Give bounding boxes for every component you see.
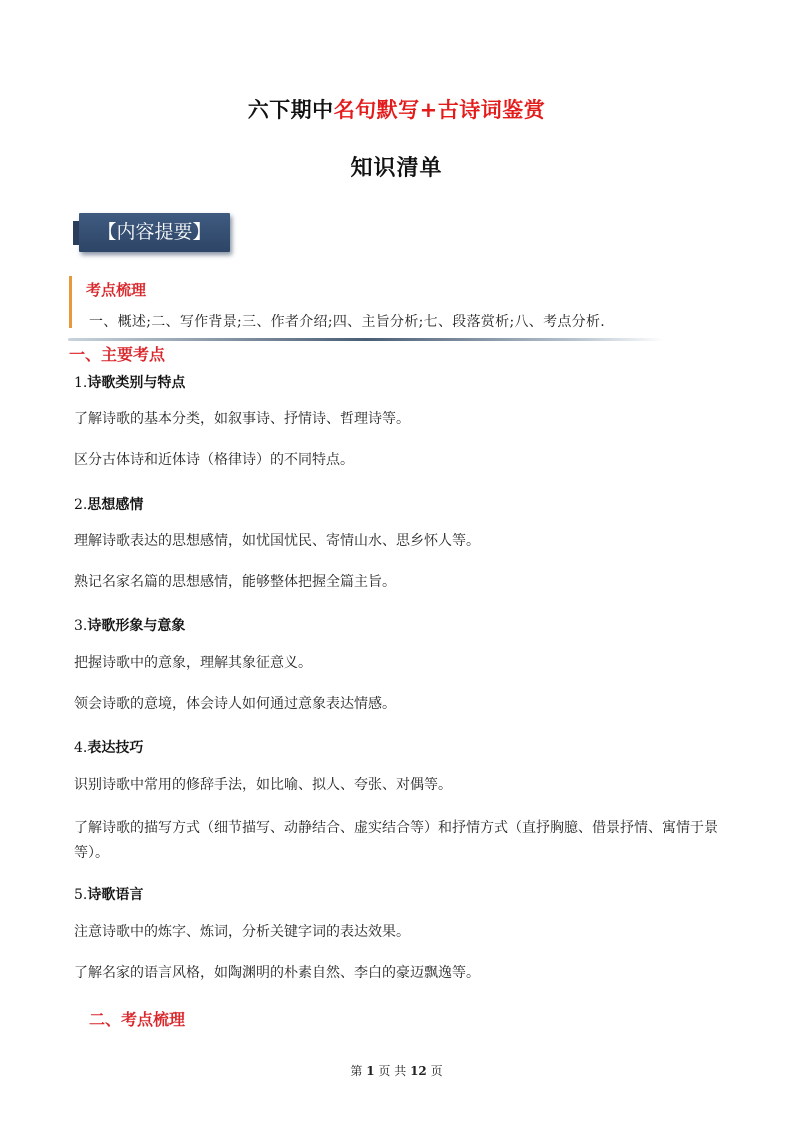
content-summary-banner [79, 213, 230, 252]
footer-middle: 页 共 [378, 1064, 407, 1078]
item-title: 表达技巧 [87, 740, 144, 756]
item-title: 诗歌形象与意象 [87, 618, 186, 634]
paragraph: 了解诗歌的描写方式（细节描写、动静结合、虚实结合等）和抒情方式（直抒胸臆、借景抒情、寓情于景等）。 [74, 820, 718, 861]
item-title: 诗歌语言 [87, 887, 144, 903]
section-heading-main-points: 一、主要考点 [69, 345, 166, 364]
title-part-1: 六下期中 [247, 98, 334, 122]
paragraph: 熟记名家名篇的思想感情，能够整体把握全篇主旨。 [74, 574, 396, 590]
footer-suffix: 页 [430, 1064, 443, 1078]
paragraph: 区分古体诗和近体诗（格律诗）的不同特点。 [74, 452, 354, 468]
item-heading [74, 372, 185, 392]
item-number: 1. [74, 375, 88, 391]
summary-accent-bar [69, 276, 72, 328]
document-subtitle: 知识清单 [350, 155, 443, 181]
item-heading [74, 615, 185, 635]
item-heading [74, 737, 143, 757]
item-heading [74, 494, 143, 514]
item-number: 2. [74, 497, 88, 513]
section-heading-key-points: 二、考点梳理 [89, 1010, 186, 1029]
paragraph: 了解名家的语言风格，如陶渊明的朴素自然、李白的豪迈飘逸等。 [74, 965, 480, 981]
paragraph: 注意诗歌中的炼字、炼词，分析关键字词的表达效果。 [74, 924, 410, 940]
item-title: 思想感情 [87, 497, 144, 513]
paragraph: 了解诗歌的基本分类，如叙事诗、抒情诗、哲理诗等。 [74, 411, 410, 427]
section-divider [68, 338, 664, 341]
footer-prefix: 第 [350, 1064, 363, 1078]
item-number: 5. [74, 887, 88, 903]
title-part-2: 名句默写+古诗词鉴赏 [333, 98, 546, 122]
item-title: 诗歌类别与特点 [87, 375, 186, 391]
summary-text: 一、概述;二、写作背景;三、作者介绍;四、主旨分析;七、段落赏析;八、考点分析. [89, 314, 606, 330]
banner-label: 【内容提要】 [97, 221, 212, 243]
item-number: 4. [74, 740, 88, 756]
page-footer [0, 1062, 793, 1079]
summary-label: 考点梳理 [86, 281, 147, 299]
footer-page-number: 1 [366, 1064, 375, 1078]
paragraph: 把握诗歌中的意象，理解其象征意义。 [74, 655, 312, 671]
paragraph: 理解诗歌表达的思想感情，如忧国忧民、寄情山水、思乡怀人等。 [74, 533, 480, 549]
paragraph: 领会诗歌的意境，体会诗人如何通过意象表达情感。 [74, 696, 396, 712]
footer-total-pages: 12 [410, 1064, 427, 1078]
paragraph: 识别诗歌中常用的修辞手法，如比喻、拟人、夸张、对偶等。 [74, 777, 452, 793]
item-number: 3. [74, 618, 88, 634]
item-heading [74, 884, 143, 904]
document-title [0, 94, 793, 124]
